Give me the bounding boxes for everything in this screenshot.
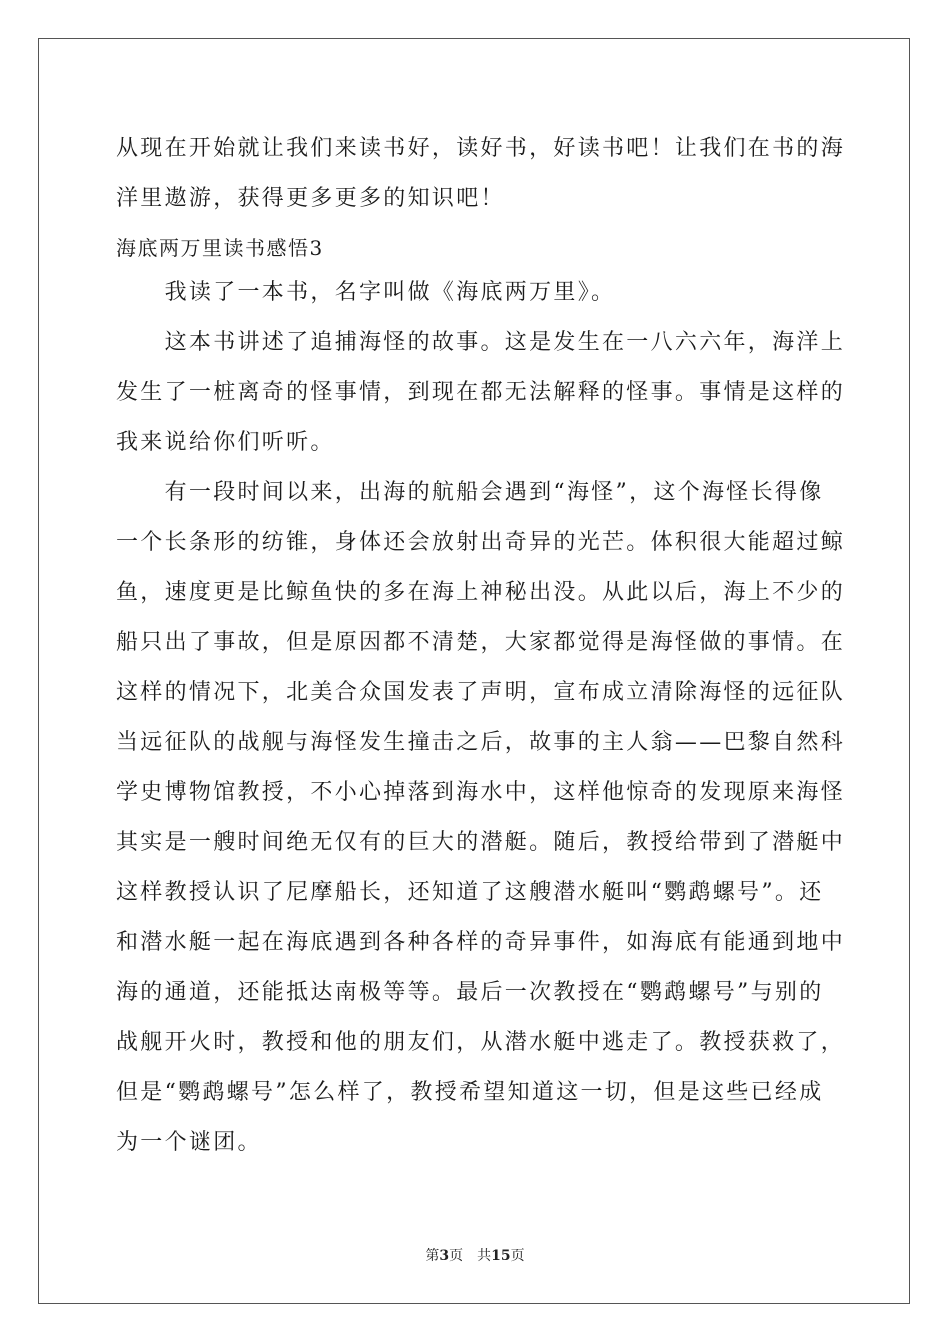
footer-middle: 页 共 (449, 1248, 492, 1264)
text-line: 鱼，速度更是比鲸鱼快的多在海上神秘出没。从此以后，海上不少的 (116, 580, 846, 605)
text-line: 海的通道，还能抵达南极等等。最后一次教授在“鹦鹉螺号”与别的 (116, 980, 824, 1005)
text-line: 我读了一本书，名字叫做《海底两万里》。 (116, 280, 616, 305)
text-line: 一个长条形的纺锥，身体还会放射出奇异的光芒。体积很大能超过鲸 (116, 530, 846, 555)
section-heading: 海底两万里读书感悟3 (116, 236, 324, 260)
footer-total-pages: 15 (491, 1248, 511, 1264)
text-line: 和潜水艇一起在海底遇到各种各样的奇异事件，如海底有能通到地中 (116, 930, 846, 955)
text-line: 船只出了事故，但是原因都不清楚，大家都觉得是海怪做的事情。在 (116, 630, 846, 655)
text-line: 这本书讲述了追捕海怪的故事。这是发生在一八六六年，海洋上 (116, 330, 846, 355)
text-line: 从现在开始就让我们来读书好，读好书，好读书吧！让我们在书的海 (116, 136, 846, 161)
footer-prefix: 第 (425, 1248, 440, 1264)
text-line: 洋里遨游，获得更多更多的知识吧！ (116, 186, 505, 211)
page-footer (0, 1245, 950, 1265)
text-line: 但是“鹦鹉螺号”怎么样了，教授希望知道这一切，但是这些已经成 (116, 1080, 824, 1105)
text-line: 战舰开火时，教授和他的朋友们，从潜水艇中逃走了。教授获救了， (116, 1030, 846, 1055)
text-line: 为一个谜团。 (116, 1130, 262, 1155)
text-line: 这样的情况下，北美合众国发表了声明，宣布成立清除海怪的远征队 (116, 680, 846, 705)
text-line: 发生了一桩离奇的怪事情，到现在都无法解释的怪事。事情是这样的 (116, 380, 846, 405)
footer-page-number: 3 (439, 1248, 450, 1264)
text-line: 当远征队的战舰与海怪发生撞击之后，故事的主人翁——巴黎自然科 (116, 730, 846, 755)
footer-suffix: 页 (510, 1248, 525, 1264)
text-line: 学史博物馆教授，不小心掉落到海水中，这样他惊奇的发现原来海怪 (116, 780, 846, 805)
text-line: 其实是一艘时间绝无仅有的巨大的潜艇。随后，教授给带到了潜艇中 (116, 830, 846, 855)
text-line: 我来说给你们听听。 (116, 430, 335, 455)
text-line: 这样教授认识了尼摩船长，还知道了这艘潜水艇叫“鹦鹉螺号”。还 (116, 880, 824, 905)
text-line: 有一段时间以来，出海的航船会遇到“海怪”，这个海怪长得像 (116, 480, 824, 505)
document-body (116, 126, 846, 1170)
